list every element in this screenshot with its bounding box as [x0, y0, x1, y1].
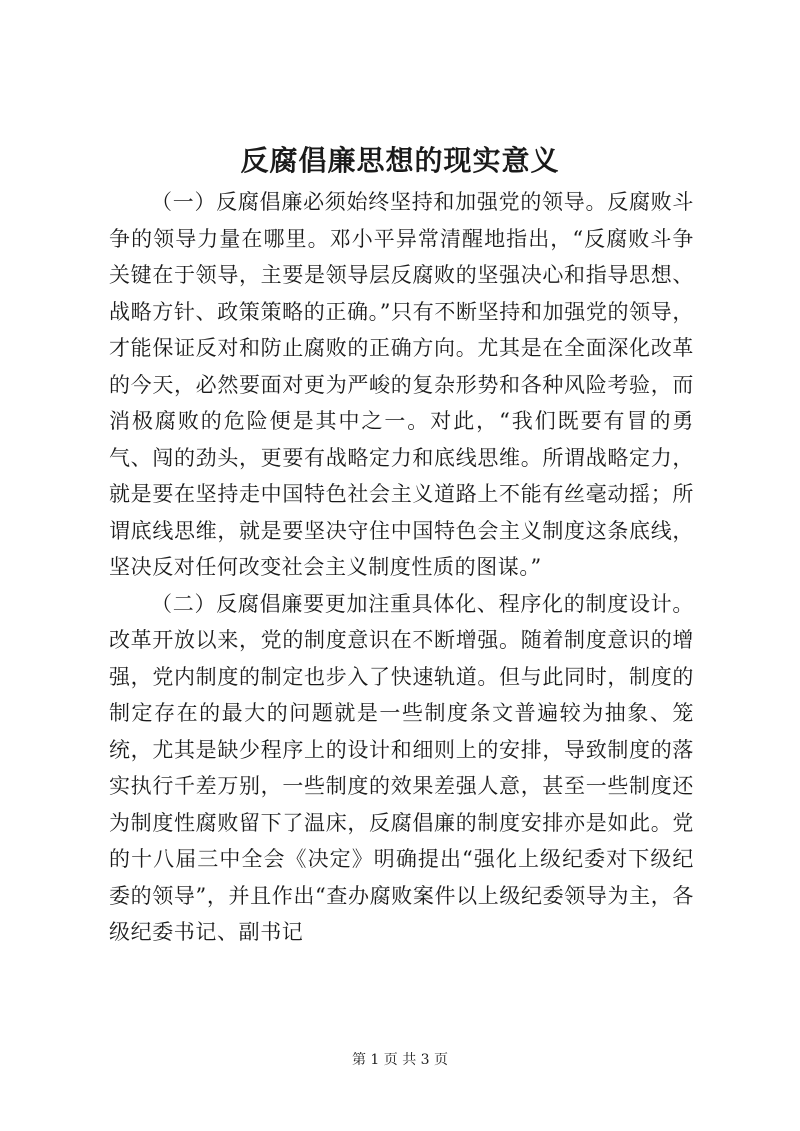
paragraph-2: （二）反腐倡廉要更加注重具体化、程序化的制度设计。改革开放以来，党的制度意识在不断增强。随着制度意识的增强，党内制度的制定也步入了快速轨道。但与此同时，制度的制定存在的最大的问题就是一些制度条文普遍较为抽象、笼统，尤其是缺少程序上的设计和细则上的安排，导致制度的落实执行千差万别，一些制度的效果差强人意，甚至一些制度还为制度性腐败留下了温床，反腐倡廉的制度安排亦是如此。党的十八届三中全会《决定》明确提出“强化上级纪委对下级纪委的领导”，并且作出“查办腐败案件以上级纪委领导为主，各级纪委书记、副书记: [109, 591, 694, 944]
document-body: [109, 184, 694, 951]
page-number-footer: 第 1 页 共 3 页: [351, 1052, 449, 1068]
document-title: 反腐倡廉思想的现实意义: [240, 144, 560, 177]
paragraph-1: （一）反腐倡廉必须始终坚持和加强党的领导。反腐败斗争的领导力量在哪里。邓小平异常清醒地指出，“反腐败斗争关键在于领导，主要是领导层反腐败的坚强决心和指导思想、战略方针、政策策略的正确。”只有不断坚持和加强党的领导，才能保证反对和防止腐败的正确方向。尤其是在全面深化改革的今天，必然要面对更为严峻的复杂形势和各种风险考验，而消极腐败的危险便是其中之一。对此，“我们既要有冒的勇气、闯的劲头，更要有战略定力和底线思维。所谓战略定力，就是要在坚持走中国特色社会主义道路上不能有丝毫动摇；所谓底线思维，就是要坚决守住中国特色会主义制度这条底线，坚决反对任何改变社会主义制度性质的图谋。”: [109, 190, 694, 579]
